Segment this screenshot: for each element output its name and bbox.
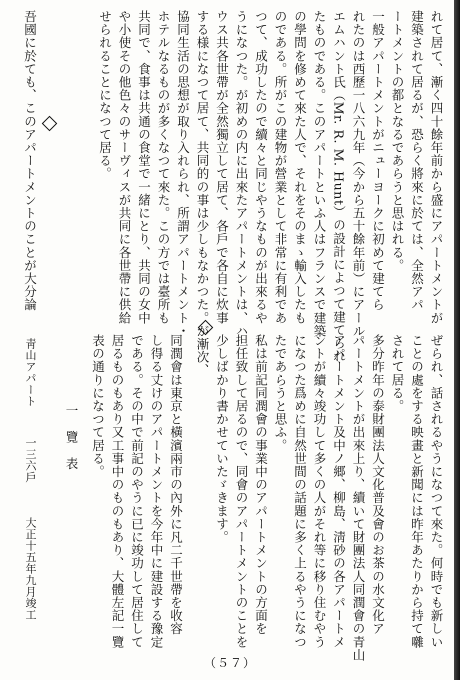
table-row bbox=[22, 338, 38, 638]
lower-line: ぜられ、話されるやうになつて來た。何時でも新しい bbox=[429, 334, 444, 649]
table-cell-completion: 大正十五年九月竣工 bbox=[24, 517, 37, 621]
upper-paragraph bbox=[95, 10, 446, 377]
lower-line: 多分昨年の泰財團法人文化普及會のお茶の水文化ア bbox=[370, 334, 386, 636]
lower-line: 少しばかり書かせていたゞきます。 bbox=[214, 334, 230, 544]
upper-line: する様になつて居て、共同的の事は少しもなかつた。が漸次、 bbox=[195, 10, 210, 377]
upper-line: 共同で、食事は共通の食堂で一緒にとり、共同の女中 bbox=[136, 10, 152, 325]
table-cell-households: 一三六戶 bbox=[24, 437, 37, 483]
upper-line: エムハント氏（Mr. R. M. Hunt）の設計によつて建てられ bbox=[331, 10, 347, 363]
lower-line: パートメントが出來上り、續いて財團法人同潤會の青山 bbox=[351, 334, 366, 662]
page-number: （５７） bbox=[203, 656, 256, 670]
lower-line: になつた爲めに自然世間の話題に多く上るやうになつ bbox=[292, 334, 308, 649]
upper-line: 建築されて居るが、恐らく將來に於ては、全然アパ bbox=[409, 10, 425, 312]
upper-line: のである。所がこの建物が營業として非常に有利であ bbox=[273, 10, 288, 325]
lower-line: たであらうと思ふ。 bbox=[273, 334, 288, 452]
upper-line: 協同生活の思想が取り入れられ、所謂アパートメント・ bbox=[175, 10, 191, 338]
junkai-line: 居るものもあり又工事中のものもあり、大體左記一覽 bbox=[110, 334, 125, 649]
lower-line: アパートメント及中ノ郷、柳島、淸砂の各アパートメ bbox=[331, 334, 347, 649]
lower-line: ことの處をする映畫と新聞には昨年あたりから持て囃 bbox=[409, 334, 425, 649]
upper-line: れて居て、漸く四十餘年前から盛にアパートメントが bbox=[429, 10, 444, 325]
lower-line: 私は前記同潤會の事業中のアパートメントの方面を bbox=[253, 334, 269, 636]
upper-line: せられることになつて居る。 bbox=[97, 10, 113, 181]
upper-line: ートメントの都となるであらうと思はれる。 bbox=[390, 10, 405, 272]
scan-edge bbox=[454, 0, 460, 680]
section-separator-icon bbox=[42, 116, 58, 132]
upper-line: れたのは西歷一八六九年（今から五十餘年前）にアール bbox=[351, 10, 366, 338]
upper-line: たものである。このアパートといふ人はフランスで建築 bbox=[312, 10, 327, 338]
lower-line: されて居る。 bbox=[390, 334, 405, 413]
junkai-line: 同潤會は東京と橫濱兩市の內外に凡二千世帶を收容 bbox=[168, 334, 184, 636]
junkai-line: 表の通りになつて居る。 bbox=[90, 334, 106, 479]
upper-line: うになつた。が初めの内に出來たアパートメントは、ハ bbox=[234, 10, 249, 338]
lower-line: 担任致して居るので、同會のアパートメントのことを bbox=[234, 334, 249, 649]
upper-final-text: 吾國に於ても、このアパートメントのことが大分論 bbox=[22, 10, 38, 312]
junkai-line: である。その中で前記のやうに已に竣功して居住して bbox=[129, 334, 145, 649]
lower-paragraph bbox=[212, 334, 446, 662]
table-heading: 一覽表 bbox=[64, 404, 79, 484]
lower-line: ントが續々竣功して多くの人がそれ等に移り住むやう bbox=[312, 334, 327, 649]
upper-line: ウス共各世帶が全然獨立して居て、各戶で各自に炊事 bbox=[214, 10, 230, 325]
upper-final-line bbox=[20, 10, 40, 312]
upper-line: ホテルなるものが多くなつて來た。この方では臺所も bbox=[156, 10, 171, 325]
junkai-line: し得る丈けのアパートメントを今年中に建設する豫定 bbox=[149, 334, 164, 649]
upper-line: つて、成功したので續々と同じやうなものが出來るや bbox=[253, 10, 269, 325]
upper-line: や小使その他色々のサーヴィスが共同に各世帶に供給 bbox=[117, 10, 132, 325]
upper-line: 一般アパートメントがニューヨークに初めて建てら bbox=[370, 10, 386, 312]
table-cell-name: 靑山アパート bbox=[24, 338, 37, 407]
upper-line: の學問を修めて來た人で、それをそのまゝ輸入したも bbox=[292, 10, 308, 325]
junkai-paragraph bbox=[88, 334, 186, 649]
